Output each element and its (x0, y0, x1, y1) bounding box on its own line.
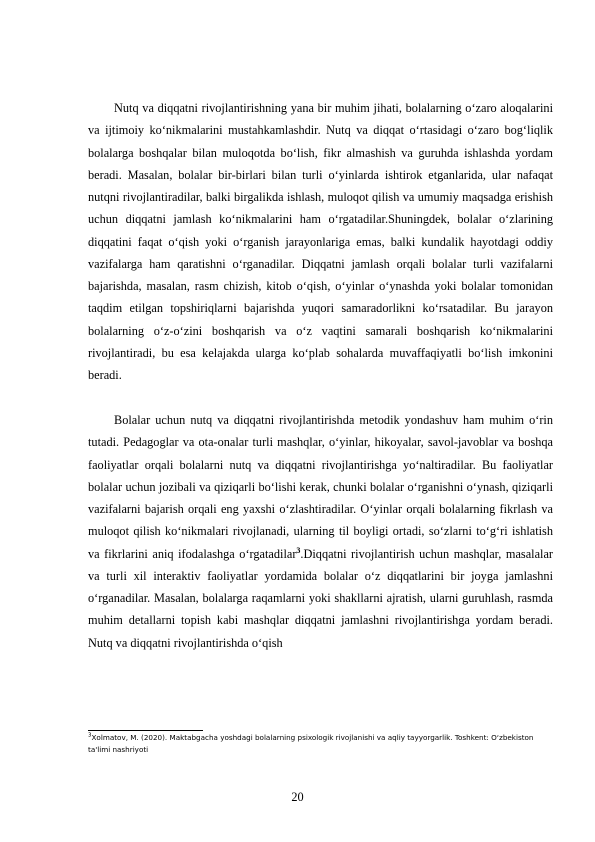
footnote-text: Xolmatov, M. (2020). Maktabgacha yoshdagi bolalarning psixologik rivojlanishi va aqliy tayyorgarlik. Toshkent: O‘zbekiston ta'limi nashriyoti (88, 733, 534, 754)
page-number: 20 (291, 790, 304, 804)
footnote (88, 732, 553, 756)
footnote-number: 3 (88, 732, 92, 739)
body-paragraph-2 (88, 409, 553, 654)
footnote-reference-mark: 3 (296, 545, 301, 555)
footnote-separator (88, 730, 203, 731)
body-paragraph-1: Nutq va diqqatni rivojlantirishning yana bir muhim jihati, bolalarning o‘zaro aloqalarini va ijtimoiy ko‘nikmalarini mustahkamlashdir. Nutq va diqqat o‘rtasidagi o‘zaro bog‘liqlik bolalarga boshqalar bilan muloqotda bo‘lish, fikr almashish va guruhda ishlashda yordam beradi. Masalan, bolalar bir-birlari bilan turli o‘yinlarda ishtirok etganlarida, ular nafaqat nutqni rivojlantiradilar, balki birgalikda ishlash, muloqot qilish va umumiy maqsadga erishish uchun diqqatni jamlash ko‘nikmalarini ham o‘rgatadilar.Shuningdek, bolalar o‘zlarining diqqatini faqat o‘qish yoki o‘rganish jarayonlariga emas, balki kundalik hayotdagi oddiy vazifalarga ham qaratishni o‘rganadilar. Diqqatni jamlash orqali bolalar turli vazifalarni bajarishda, masalan, rasm chizish, kitob o‘qish, o‘yinlar o‘ynashda yoki bolalar tomonidan taqdim etilgan topshiriqlarni bajarishda yuqori samaradorlikni ko‘rsatadilar. Bu jarayon bolalarning o‘z-o‘zini boshqarish va o‘z vaqtini samarali boshqarish ko‘nikmalarini rivojlantiradi, bu esa kelajakda ularga ko‘plab sohalarda muvaffaqiyatli bo‘lish imkonini beradi. (88, 101, 553, 382)
paragraph-2-text-part-2: .Diqqatni rivojlantirish uchun mashqlar, masalalar va turli xil interaktiv faoliyatlar yordamida bolalar o‘z diqqatlarini bir joyga jamlashni o‘rganadilar. Masalan, bolalarga raqamlarni yoki shakllarni ajratish, ularni guruhlash, rasmda muhim detallarni topish kabi mashqlar diqqatni jamlashni rivojlantirishga yordam beradi. Nutq va diqqatni rivojlantirishda o‘qish (88, 546, 553, 650)
paragraph-2-text-part-1: Bolalar uchun nutq va diqqatni rivojlantirishda metodik yondashuv ham muhim o‘rin tutadi. Pedagoglar va ota-onalar turli mashqlar, o‘yinlar, hikoyalar, savol-javoblar va boshqa faoliyatlar orqali bolalarni nutq va diqqatni rivojlantirishga yo‘naltiradilar. Bu faoliyatlar bolalar uchun jozibali va qiziqarli bo‘lishi kerak, chunki bolalar o‘rganishni o‘ynash, qiziqarli vazifalarni bajarish orqali eng yaxshi o‘zlashtiradilar. O‘yinlar orqali bolalarning fikrlash va muloqot qilish ko‘nikmalari rivojlanadi, ularning til boyligi ortadi, so‘zlarni to‘g‘ri ishlatish va fikrlarini aniq ifodalashga o‘rgatadilar (88, 413, 553, 561)
